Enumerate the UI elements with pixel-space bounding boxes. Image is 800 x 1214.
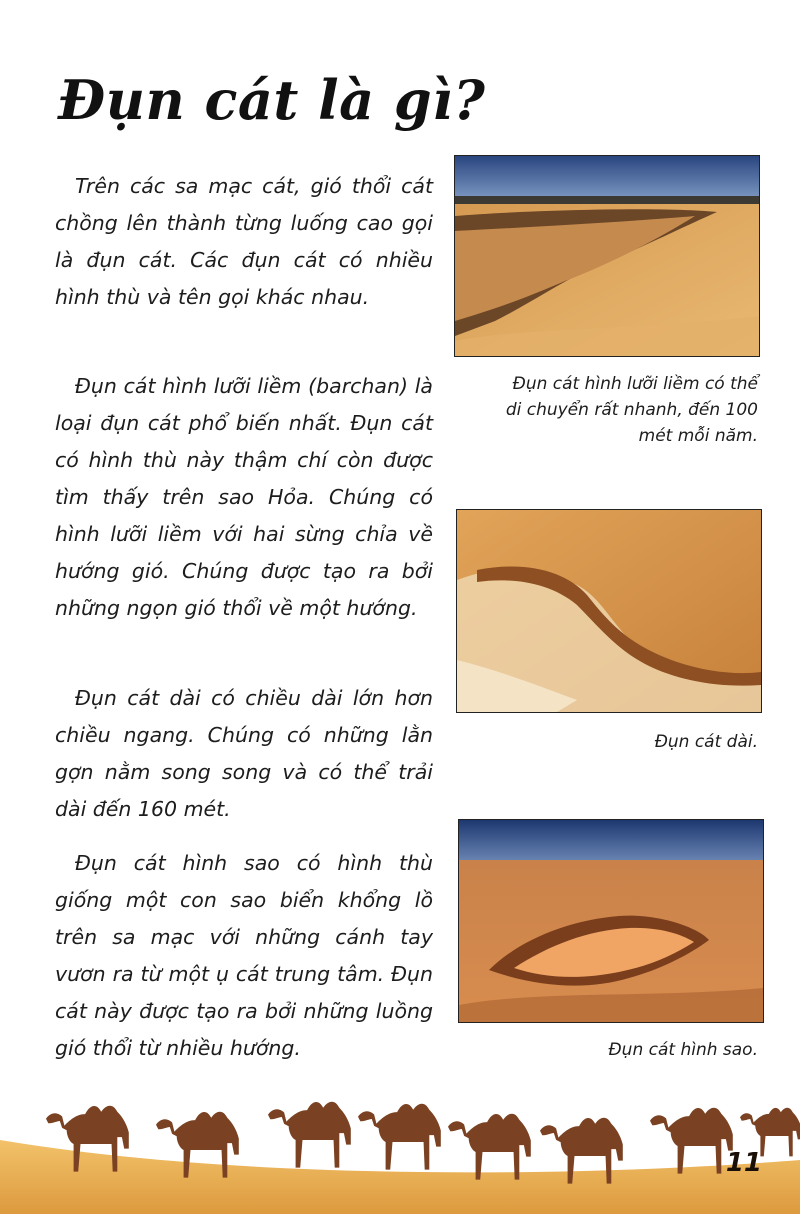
paragraph-linear-dune: Đụn cát dài có chiều dài lớn hơn chiều ngang. Chúng có những lằn gợn nằm song song và có thể trải dài đến 160 mét. [55,686,433,821]
photo-crescent-dune [454,155,760,357]
paragraph-intro: Trên các sa mạc cát, gió thổi cát chồng lên thành từng luống cao gọi là đụn cát. Các đụn cát có nhiều hình thù và tên gọi khác nhau. [55,174,433,309]
paragraph-star-dune: Đụn cát hình sao có hình thù giống một con sao biển khổng lồ trên sa mạc với những cánh tay vươn ra từ một ụ cát trung tâm. Đụn cát này được tạo ra bởi những luồng gió thổi từ nhiều hướng. [55,851,433,1060]
caption-star-dune: Đụn cát hình sao. [608,1040,758,1060]
page-title: Đụn cát là gì? [58,68,486,132]
caption-crescent-dune: Đụn cát hình lưỡi liềm có thể di chuyển rất nhanh, đến 100 mét mỗi năm. [505,374,758,446]
photo-linear-dune [456,509,762,713]
page-number: 11 [725,1148,762,1178]
caption-linear-dune: Đụn cát dài. [654,732,758,752]
photo-star-dune [458,819,764,1023]
camel-caravan-illustration [0,1080,800,1214]
paragraph-barchan: Đụn cát hình lưỡi liềm (barchan) là loại đụn cát phổ biến nhất. Đụn cát có hình thù này thậm chí còn được tìm thấy trên sao Hỏa. Chúng có hình lưỡi liềm với hai sừng chỉa về hướng gió. Chúng được tạo ra bởi những ngọn gió thổi về một hướng. [55,374,433,620]
